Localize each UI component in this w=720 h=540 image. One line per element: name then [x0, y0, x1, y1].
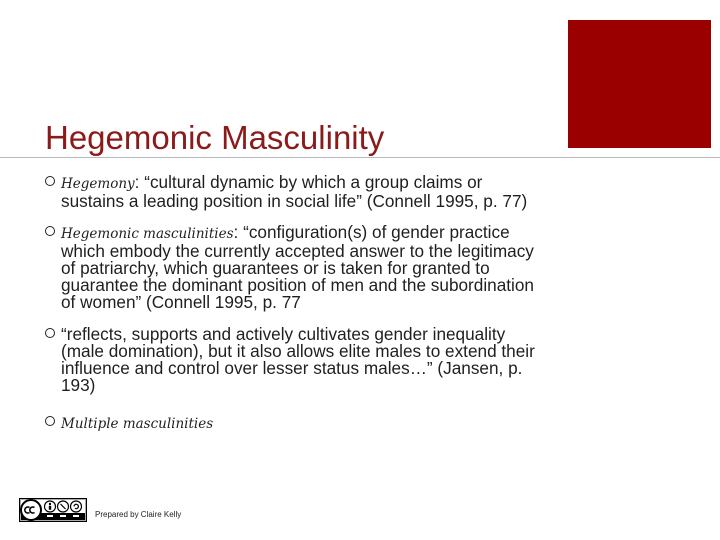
circle-bullet-icon [45, 416, 55, 426]
accent-block [568, 20, 711, 148]
bullet-text: “reflects, supports and actively cultivates gender inequality (male domination), but it also allows elite males to extend their influence and control over lesser status males…” (Jansen, p. 193) [61, 324, 535, 395]
bullet-text: “cultural dynamic by which a group claims or sustains a leading position in social life” (Connell 1995, p. 77) [61, 172, 528, 211]
bullet-term: Hegemonic masculinities [61, 226, 234, 242]
bullet-term: Multiple masculinities [61, 416, 214, 432]
bullet-multiple-masculinities [45, 414, 545, 433]
slide-title: Hegemonic Masculinity [45, 119, 385, 156]
bullet-list [45, 174, 545, 433]
circle-bullet-icon [45, 226, 55, 236]
credit-text: Prepared by Claire Kelly [95, 510, 182, 519]
bullet-jansen-quote [45, 326, 545, 394]
bullet-separator: : [134, 172, 145, 192]
bullet-separator: : [233, 222, 244, 242]
bullet-hegemony [45, 174, 545, 210]
bullet-text: “configuration(s) of gender practice which embody the currently accepted answer to the legitimacy of patriarchy, which guarantees or is taken for granted to guarantee the dominant position of men and the subordination of women” (Connell 1995, p. 77 [61, 222, 534, 312]
circle-bullet-icon [45, 176, 55, 186]
circle-bullet-icon [45, 328, 55, 338]
creative-commons-license-icon [19, 498, 87, 522]
bullet-hegemonic-masculinities [45, 224, 545, 311]
bullet-term: Hegemony [61, 176, 135, 192]
